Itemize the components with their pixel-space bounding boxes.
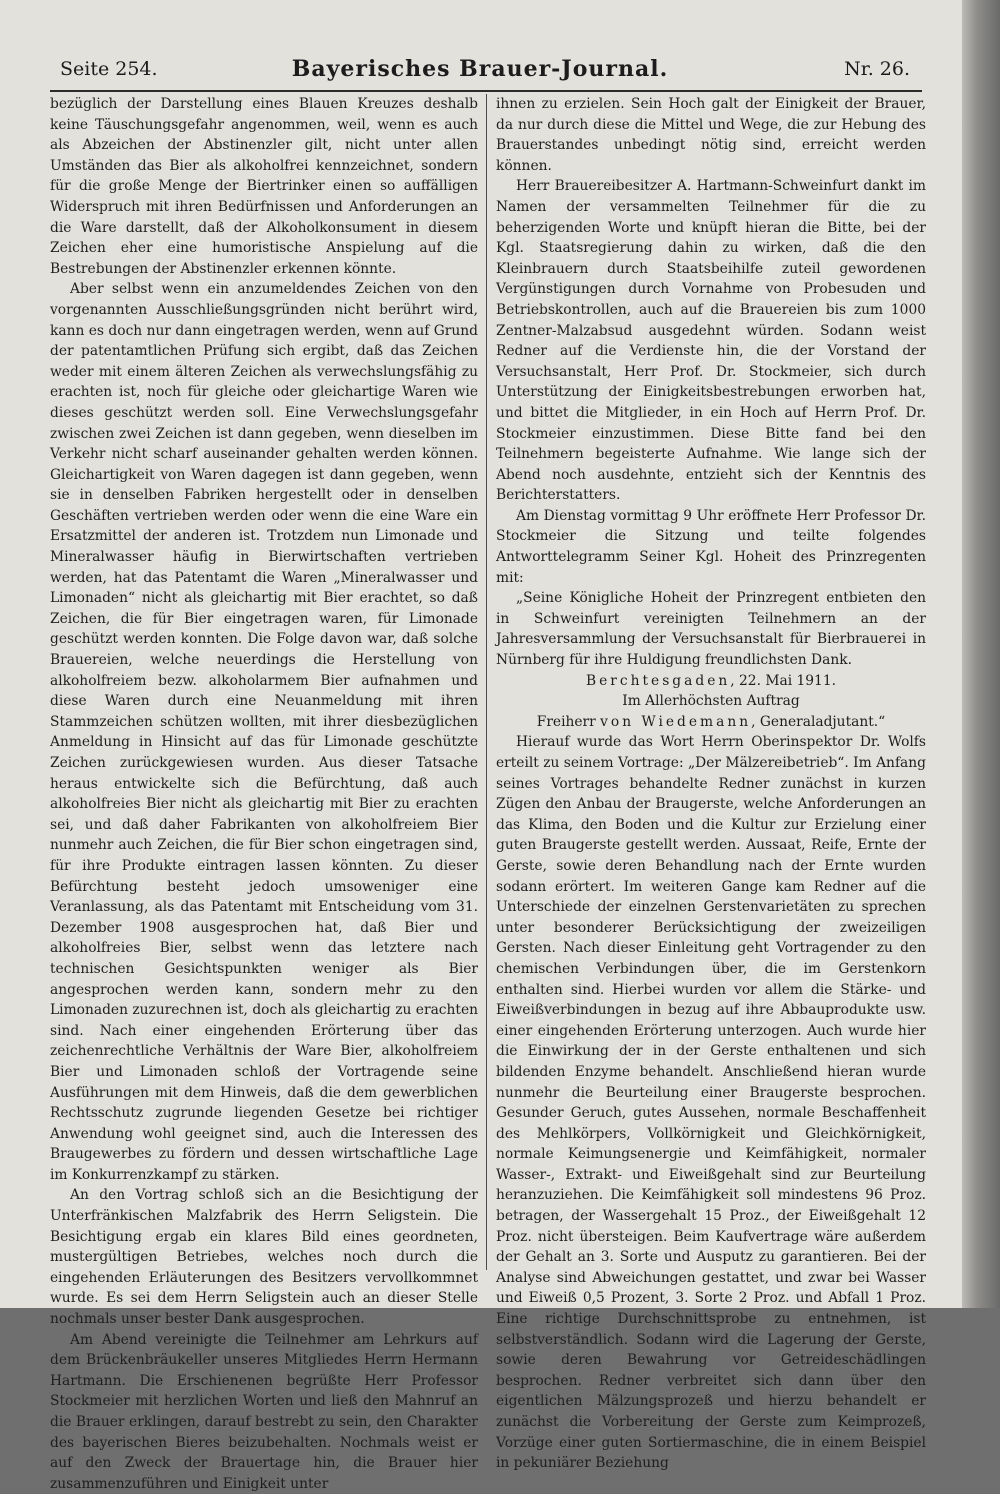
telegram-text: „Seine Königliche Hoheit der Prinzregent entbieten den in Schweinfurt vereinigten Teilnehmern an der Jahresversammlung der Versuchsanstalt für Bierbrauerei in Nürnberg für ihre Huldigung freundlichsten Dank. xyxy=(496,590,926,669)
left-paragraph-2: Aber selbst wenn ein anzumeldendes Zeichen von den vorgenannten Ausschließungsgründen nicht berührt wird, kann es doch nur dann eingetragen werden, wenn auf Grund der patentamtlichen Prüfung sich ergibt, daß das Zeichen weder mit einem älteren Zeichen als verwechslungsfähig zu erachten ist, noch für gleiche oder gleichartige Waren wie dieses geschützt werden soll. Eine Verwechslungsgefahr zwischen zwei Zeichen ist dann gegeben, wenn dieselben im Verkehr nicht scharf auseinander gehalten werden können. Gleichartigkeit von Waren dagegen ist dann gegeben, wenn sie in denselben Fabriken hergestellt oder in denselben Geschäften vertrieben werden oder wenn die eine Ware ein Ersatzmittel der anderen ist. Trotzdem nun Limonade und Mineralwasser häufig in Bierwirtschaften vertrieben werden, hat das Patentamt die Waren „Mineralwasser und Limonaden“ nicht als gleichartig mit Bier erachtet, so daß Zeichen, die für Bier eingetragen waren, für Limonade geschützt werden konnten. Die Folge davon war, daß solche Brauereien, welche neuerdings die Herstellung von alkoholfreiem bezw. alkoholarmem Bier aufnahmen und diese Waren durch eine Neuanmeldung mit ihren Stammzeichen schützen wollten, mit ihrer diesbezüglichen Anmeldung in Hinsicht auf das für Limonade geschützte Zeichen zurückgewiesen wurden. Aus dieser Tatsache heraus entwickelte sich die Befürchtung, daß auch alkoholfreies Bier nicht als gleichartig mit Bier zu erachten sei, und daß daher Fabrikanten von alkoholfreiem Bier nunmehr auch Zeichen, die für Bier schon eingetragen sind, für ihre Produkte eintragen lassen könnten. Zu dieser Befürchtung besteht jedoch umsoweniger eine Veranlassung, als das Patentamt mit Entscheidung vom 31. Dezember 1908 ausgesprochen hat, daß Bier und alkoholfreies Bier, selbst wenn das letztere nach technischen Gesichtspunkten weniger als Bier angesprochen werden kann, sondern mehr zu den Limonaden zuzurechnen ist, doch als gleichartig zu erachten sind. Nach einer eingehenden Erörterung über das zeichenrechtliche Verhältnis der Ware Bier, alkoholfreiem Bier und Limonaden schloß der Vortragende seine Ausführungen mit dem Hinweis, daß die dem gewerblichen Rechtsschutz zugrunde liegenden Gesetze bei richtiger Anwendung wohl geeignet sind, auch die Interessen des Braugewerbes zu fördern und dessen wirtschaftliche Lage im Konkurrenzkampf zu stärken. xyxy=(50,281,478,1183)
left-paragraph-1: bezüglich der Darstellung eines Blauen Kreuzes deshalb keine Täuschungsgefahr angenommen, weil, wenn es auch als Abzeichen der Abstinenzler gilt, nicht unter allen Umständen das Bier als alkoholfrei kennzeichnet, sondern für die große Menge der Biertrinker einen so auffälligen Widerspruch mit ihren Bedürfnissen und Anforderungen an die Ware darstellt, daß der Alkoholkonsument in diesem Zeichen eher eine humoristische Anspielung auf die Bestrebungen der Abstinenzler erkennen könnte. xyxy=(50,96,478,277)
page-header xyxy=(50,56,910,90)
right-paragraph-3: Am Dienstag vormittag 9 Uhr eröffnete Herr Professor Dr. Stockmeier die Sitzung und teilte folgendes Antworttelegramm Seiner Kgl. Hoheit des Prinzregenten mit: xyxy=(496,507,926,586)
page-number: Seite 254. xyxy=(60,58,158,80)
right-column xyxy=(496,94,926,1472)
column-divider xyxy=(486,94,487,1270)
telegram-order-line: Im Allerhöchsten Auftrag xyxy=(622,693,800,710)
dateline-date: , 22. Mai 1911. xyxy=(730,672,836,689)
left-paragraph-4: Am Abend vereinigte die Teilnehmer am Lehrkurs auf dem Brückenbräukeller unseres Mitgliedes Herrn Hermann Hartmann. Die Erschienenen begrüßte Herr Professor Stockmeier mit herzlichen Worten und ließ den Mahnruf an die Brauer erklingen, darauf bestrebt zu sein, den Charakter des bayerischen Bieres beizubehalten. Nochmals weist er auf den Zweck der Brauertage hin, die Brauer hier zusammenzuführen und Einigkeit unter xyxy=(50,1331,478,1492)
header-rule xyxy=(50,90,922,92)
right-paragraph-4: Hierauf wurde das Wort Herrn Oberinspektor Dr. Wolfs erteilt zu seinem Vortrage: „Der Mälzereibetrieb“. Im Anfang seines Vortrages behandelte Redner zunächst in kurzen Zügen den Anbau der Braugerste, welche Anforderungen an das Klima, den Boden und die Kultur zur Erzielung einer guten Braugerste gestellt werden. Aussaat, Reife, Ernte der Gerste, sowie deren Behandlung nach der Ernte wurden sodann erörtert. Im weiteren Gange kam Redner auf die Unterschiede der einzelnen Gerstenvarietäten zu sprechen unter besonderer Berücksichtigung der zweizeiligen Gersten. Nach dieser Einleitung geht Vortragender zu den chemischen Verbindungen über, die im Gerstenkorn enthalten sind. Hierbei wurden vor allem die Stärke- und Eiweißverbindungen in bezug auf ihre Abbauprodukte usw. einer eingehenden Erörterung unterzogen. Auch wurde hier die Einwirkung der in der Gerste enthaltenen und sich bildenden Enzyme behandelt. Anschließend hieran wurde nunmehr die Beurteilung einer Braugerste besprochen. Gesunder Geruch, gutes Aussehen, normale Beschaffenheit des Mehlkörpers, Vollkörnigkeit und Gleichkörnigkeit, normale Keimungsenergie und Keimfähigkeit, normaler Wasser-, Extrakt- und Eiweißgehalt sind zur Beurteilung heranzuziehen. Die Keimfähigkeit soll mindestens 96 Proz. betragen, der Wassergehalt 15 Proz., der Eiweißgehalt 12 Proz. nicht übersteigen. Beim Kaufvertrage wäre außerdem der Gehalt an 3. Sorte und Ausputz zu garantieren. Bei der Analyse sind Abweichungen gestattet, und zwar bei Wasser und Eiweiß 0,5 Prozent, 3. Sorte 2 Proz. und Abfall 1 Proz. Eine richtige Durchschnittsprobe zu entnehmen, ist selbstverständlich. Sodann wird die Lagerung der Gerste, sowie deren Bewahrung vor Getreideschädlingen besprochen. Redner verbreitet sich dann über den eigentlichen Mälzungsprozeß und hierzu behandelt er zunächst die Vorbereitung der Gerste zum Keimprozeß, Vorzüge einer guten Sortiermaschine, die in einem Beispiel in pekuniärer Beziehung xyxy=(496,734,926,1472)
telegram-dateline xyxy=(496,671,926,692)
left-paragraph-3: An den Vortrag schloß sich an die Besichtigung der Unterfränkischen Malzfabrik des Herrn Seligstein. Die Besichtigung ergab ein klares Bild eines geordneten, mustergültigen Betriebes, welches noch durch die eingehenden Erläuterungen des Besitzers vervollkommnet wurde. Es sei dem Herrn Seligstein auch an dieser Stelle nochmals unser bester Dank ausgesprochen. xyxy=(50,1187,478,1328)
journal-title: Bayerisches Brauer-Journal. xyxy=(291,56,669,82)
telegram-signature xyxy=(496,712,926,733)
dateline-place: Berchtesgaden xyxy=(586,672,731,689)
left-column xyxy=(50,94,478,1492)
page-edge-shadow xyxy=(962,0,1000,1308)
right-paragraph-2: Herr Brauereibesitzer A. Hartmann-Schweinfurt dankt im Namen der versammelten Teilnehmer für die zu beherzigenden Worte und knüpft hieran die Bitte, bei der Kgl. Staatsregierung dahin zu wirken, daß die den Kleinbrauern durch Staatsbeihilfe zuteil gewordenen Vergünstigungen durch Vornahme von Probesuden und Betriebskontrollen, auch auf die Brauereien bis zum 1000 Zentner-Malzabsud ausgedehnt würden. Sodann weist Redner auf die Verdienste hin, die der Vorstand der Versuchsanstalt, Herr Prof. Dr. Stockmeier, sich durch Unterstützung der Einigkeitsbestrebungen erworben hat, und bittet die Mitglieder, in ein Hoch auf Herrn Prof. Dr. Stockmeier einzustimmen. Diese Bitte fand bei den Teilnehmern begeisterte Aufnahme. Wie lange sich der Abend noch ausdehnte, entzieht sich der Kenntnis des Berichterstatters. xyxy=(496,178,926,504)
right-paragraph-1: ihnen zu erzielen. Sein Hoch galt der Einigkeit der Brauer, da nur durch diese die Mittel und Wege, die zur Hebung des Brauerstandes unbedingt nötig sind, erreicht werden können. xyxy=(496,96,926,174)
signer-name: von Wiedemann xyxy=(600,713,752,730)
signer-suffix: , Generaladjutant.“ xyxy=(751,713,886,730)
issue-number: Nr. 26. xyxy=(844,58,910,80)
signer-prefix: Freiherr xyxy=(536,713,601,730)
